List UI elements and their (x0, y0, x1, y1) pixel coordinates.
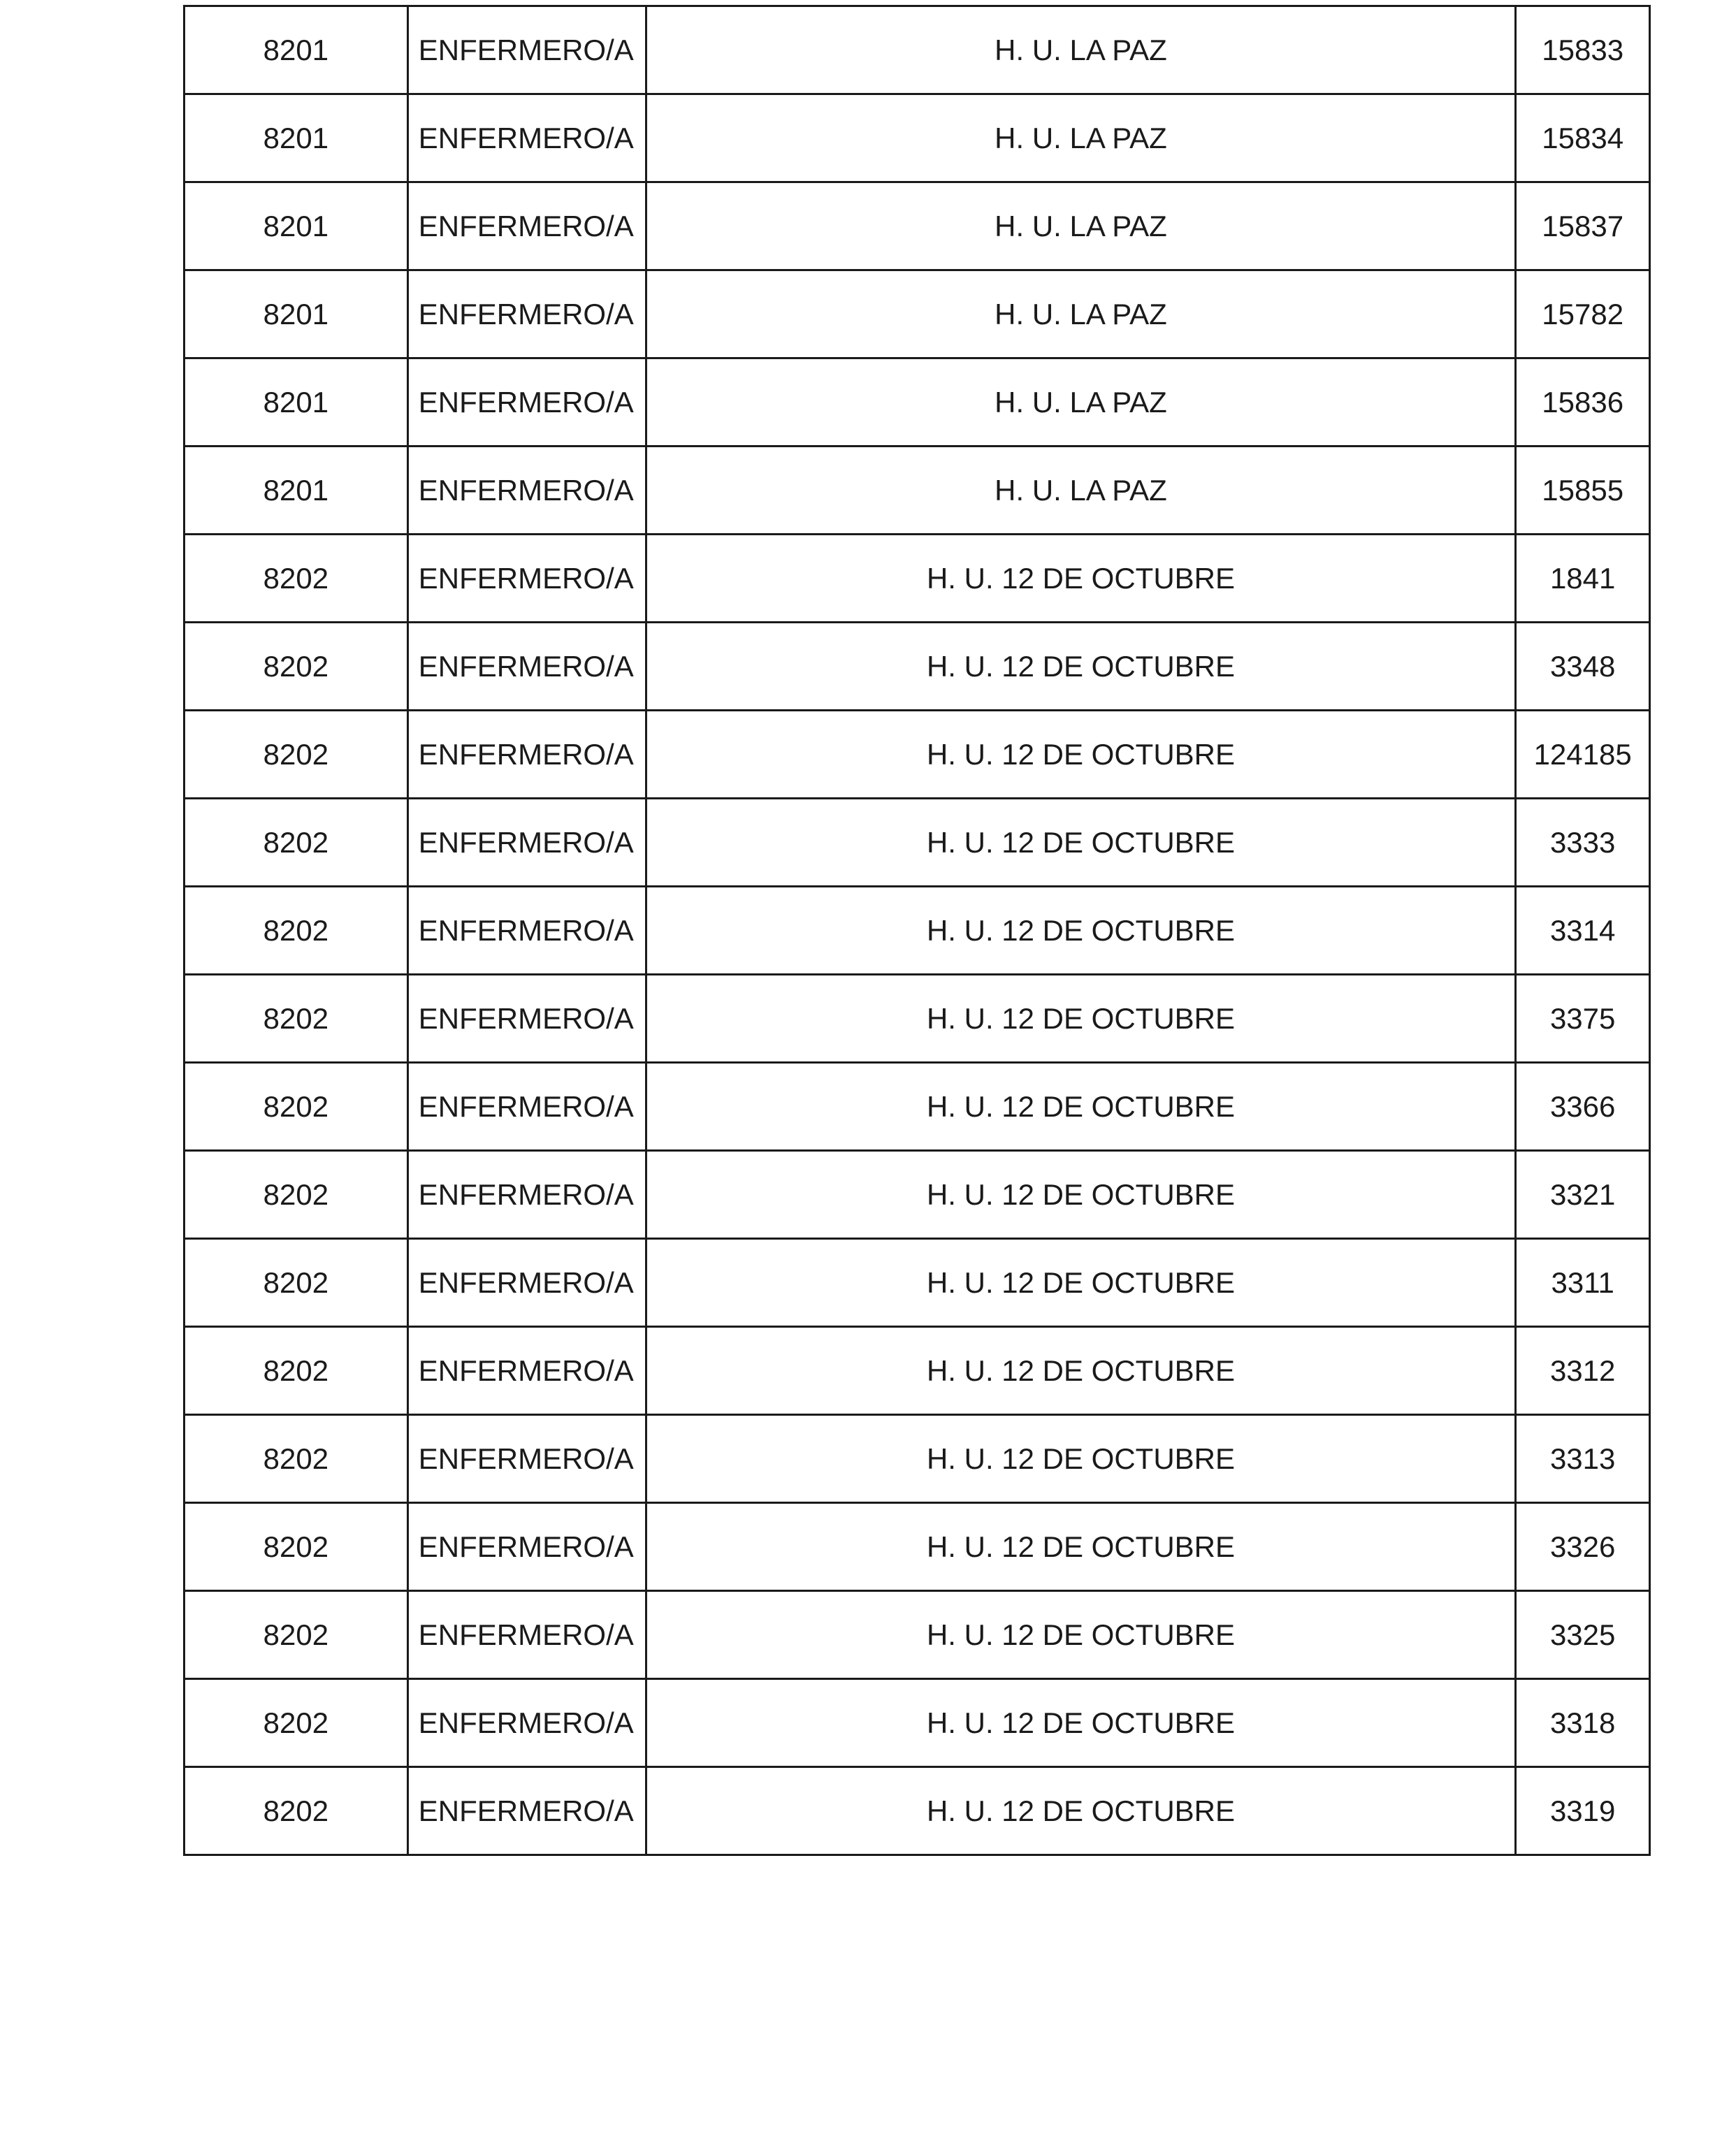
center-cell: H. U. LA PAZ (646, 358, 1516, 447)
code-cell: 8202 (185, 1503, 408, 1591)
role-cell: ENFERMERO/A (407, 1503, 646, 1591)
role-cell: ENFERMERO/A (407, 1591, 646, 1679)
number-cell: 3311 (1516, 1239, 1650, 1327)
code-cell: 8202 (185, 799, 408, 887)
table-row (185, 1591, 1650, 1679)
role-cell: ENFERMERO/A (407, 1239, 646, 1327)
table-row (185, 799, 1650, 887)
code-cell: 8202 (185, 975, 408, 1063)
role-cell: ENFERMERO/A (407, 623, 646, 711)
role-cell: ENFERMERO/A (407, 887, 646, 975)
table-row (185, 1767, 1650, 1855)
positions-table (183, 5, 1651, 1856)
center-cell: H. U. 12 DE OCTUBRE (646, 887, 1516, 975)
table-row (185, 1679, 1650, 1767)
center-cell: H. U. 12 DE OCTUBRE (646, 1767, 1516, 1855)
table-row (185, 535, 1650, 623)
table-row (185, 94, 1650, 182)
role-cell: ENFERMERO/A (407, 94, 646, 182)
center-cell: H. U. 12 DE OCTUBRE (646, 1239, 1516, 1327)
role-cell: ENFERMERO/A (407, 1327, 646, 1415)
code-cell: 8201 (185, 358, 408, 447)
number-cell: 3333 (1516, 799, 1650, 887)
table-row (185, 447, 1650, 535)
role-cell: ENFERMERO/A (407, 1415, 646, 1503)
number-cell: 3314 (1516, 887, 1650, 975)
table-row (185, 1327, 1650, 1415)
center-cell: H. U. 12 DE OCTUBRE (646, 1503, 1516, 1591)
code-cell: 8202 (185, 1327, 408, 1415)
number-cell: 15782 (1516, 270, 1650, 358)
number-cell: 3321 (1516, 1151, 1650, 1239)
center-cell: H. U. 12 DE OCTUBRE (646, 711, 1516, 799)
center-cell: H. U. 12 DE OCTUBRE (646, 1415, 1516, 1503)
number-cell: 3319 (1516, 1767, 1650, 1855)
role-cell: ENFERMERO/A (407, 1767, 646, 1855)
number-cell: 15855 (1516, 447, 1650, 535)
center-cell: H. U. LA PAZ (646, 182, 1516, 270)
number-cell: 3318 (1516, 1679, 1650, 1767)
table-row (185, 711, 1650, 799)
code-cell: 8201 (185, 270, 408, 358)
center-cell: H. U. LA PAZ (646, 447, 1516, 535)
number-cell: 3326 (1516, 1503, 1650, 1591)
code-cell: 8202 (185, 535, 408, 623)
center-cell: H. U. 12 DE OCTUBRE (646, 975, 1516, 1063)
role-cell: ENFERMERO/A (407, 711, 646, 799)
role-cell: ENFERMERO/A (407, 6, 646, 94)
center-cell: H. U. 12 DE OCTUBRE (646, 1591, 1516, 1679)
number-cell: 124185 (1516, 711, 1650, 799)
role-cell: ENFERMERO/A (407, 358, 646, 447)
number-cell: 15836 (1516, 358, 1650, 447)
number-cell: 15834 (1516, 94, 1650, 182)
center-cell: H. U. 12 DE OCTUBRE (646, 1063, 1516, 1151)
code-cell: 8201 (185, 6, 408, 94)
code-cell: 8202 (185, 1767, 408, 1855)
center-cell: H. U. LA PAZ (646, 94, 1516, 182)
code-cell: 8202 (185, 1151, 408, 1239)
number-cell: 3312 (1516, 1327, 1650, 1415)
number-cell: 15833 (1516, 6, 1650, 94)
code-cell: 8202 (185, 1679, 408, 1767)
table-row (185, 1151, 1650, 1239)
role-cell: ENFERMERO/A (407, 270, 646, 358)
number-cell: 3348 (1516, 623, 1650, 711)
center-cell: H. U. 12 DE OCTUBRE (646, 623, 1516, 711)
code-cell: 8202 (185, 887, 408, 975)
number-cell: 3325 (1516, 1591, 1650, 1679)
code-cell: 8201 (185, 182, 408, 270)
table-row (185, 270, 1650, 358)
number-cell: 3366 (1516, 1063, 1650, 1151)
role-cell: ENFERMERO/A (407, 1151, 646, 1239)
code-cell: 8202 (185, 1063, 408, 1151)
code-cell: 8202 (185, 711, 408, 799)
number-cell: 3313 (1516, 1415, 1650, 1503)
center-cell: H. U. 12 DE OCTUBRE (646, 535, 1516, 623)
center-cell: H. U. 12 DE OCTUBRE (646, 1327, 1516, 1415)
center-cell: H. U. LA PAZ (646, 270, 1516, 358)
role-cell: ENFERMERO/A (407, 1063, 646, 1151)
table-row (185, 6, 1650, 94)
code-cell: 8202 (185, 1591, 408, 1679)
role-cell: ENFERMERO/A (407, 447, 646, 535)
role-cell: ENFERMERO/A (407, 182, 646, 270)
code-cell: 8201 (185, 94, 408, 182)
table-row (185, 1415, 1650, 1503)
table-row (185, 1063, 1650, 1151)
code-cell: 8202 (185, 1415, 408, 1503)
code-cell: 8202 (185, 623, 408, 711)
center-cell: H. U. 12 DE OCTUBRE (646, 799, 1516, 887)
center-cell: H. U. 12 DE OCTUBRE (646, 1151, 1516, 1239)
center-cell: H. U. LA PAZ (646, 6, 1516, 94)
table-row (185, 1503, 1650, 1591)
table-row (185, 623, 1650, 711)
role-cell: ENFERMERO/A (407, 799, 646, 887)
table-body (185, 6, 1650, 1855)
role-cell: ENFERMERO/A (407, 535, 646, 623)
table-row (185, 182, 1650, 270)
code-cell: 8201 (185, 447, 408, 535)
number-cell: 1841 (1516, 535, 1650, 623)
role-cell: ENFERMERO/A (407, 1679, 646, 1767)
table-row (185, 887, 1650, 975)
center-cell: H. U. 12 DE OCTUBRE (646, 1679, 1516, 1767)
table-row (185, 975, 1650, 1063)
role-cell: ENFERMERO/A (407, 975, 646, 1063)
table-row (185, 1239, 1650, 1327)
number-cell: 3375 (1516, 975, 1650, 1063)
code-cell: 8202 (185, 1239, 408, 1327)
table-row (185, 358, 1650, 447)
number-cell: 15837 (1516, 182, 1650, 270)
